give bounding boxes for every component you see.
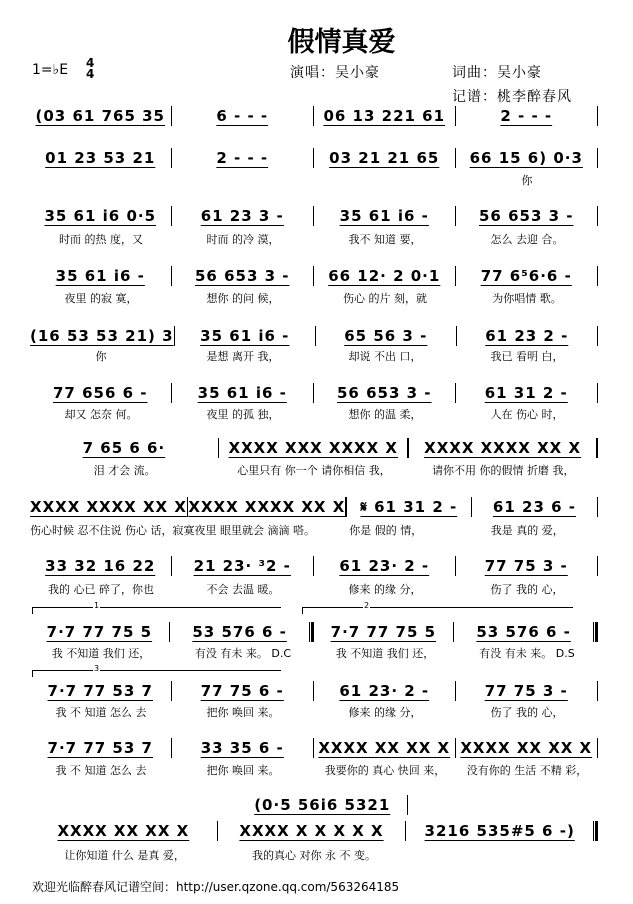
volta-1 [32,601,281,614]
lyric: 伤心时候 忍不住说 伤心 话， [30,524,173,537]
lyric: 却说 不出 口， [348,350,422,363]
lyric: 想你 的温 柔， [348,408,422,421]
notation-row [30,622,598,642]
measure: 𝄋 61 31 2 - [360,498,458,516]
measure: 6 - - - [216,107,269,125]
barline [597,106,599,126]
measure: XXXX XXXX XX X [424,439,582,457]
key-signature: 1=♭E [32,62,69,78]
notation-row [30,438,598,458]
measure: 3216 535#5 6 -) [424,822,575,840]
lyric: 我是 真的 爱， [490,524,564,537]
lyrics-row [30,348,598,364]
measure: XXXX XX XX X [318,739,451,757]
notation-row [30,148,598,168]
lyric: 你 [521,174,533,187]
lyric [314,172,456,188]
measure: 61 23 3 - [200,207,284,225]
lyric: 时而 的冷 漠， [206,233,280,246]
lyric: 我 不知道 我们 还， [51,647,151,660]
lyric: 心里只有 你一个 请你相信 我， [237,464,391,477]
lyrics-row [30,581,598,597]
measure: 2 - - - [500,107,553,125]
barline [597,738,599,758]
notation-row [30,556,598,576]
notation-row [30,383,598,403]
lyric: 我 不 知道 怎么 去 [55,764,147,777]
measure: 66 15 6) 0·3 [469,149,583,167]
measure: 01 23 53 21 [45,149,156,167]
measure: (03 61 765 35 [35,107,165,125]
lyric: 伤了 我的 心， [490,706,564,719]
volta-label: 2 [364,601,370,610]
measure: 35 61 i6 - [55,267,145,285]
singer-credit: 演唱：吴小豪 [290,65,380,81]
lyrics-row [30,406,598,422]
lyric: 想你 的问 候， [206,292,280,305]
lyric: 我的 心已 碎了，你也 [48,583,154,596]
volta-label: 3 [94,664,100,673]
measure: 7 65 6 6· [82,439,166,457]
lyric: 夜里 的寂 寞， [64,292,138,305]
measure: 77 75 3 - [484,557,568,575]
measure: 66 12· 2 0·1 [328,267,441,285]
barline [597,206,599,226]
lyric: 寂寞夜里 眼里就会 滴滴 嗒。 [172,524,315,537]
barline [597,497,599,517]
lyric [409,847,598,863]
measure: 77 656 6 - [52,384,148,402]
barline [597,681,599,701]
measure: 7·7 77 75 5 [46,623,153,641]
lyrics-row [30,645,598,661]
lyric: 我的真心 对你 永 不 变。 [251,849,376,862]
lyric: 人在 伤心 时， [490,408,564,421]
notation-row [30,326,598,346]
lyric: 让你知道 什么 是真 爱， [64,849,185,862]
footer-text: 欢迎光临醉春风记谱空间：http://user.qzone.qq.com/563264185 [32,880,400,894]
measure: 2 - - - [216,149,269,167]
notation-row [30,206,598,226]
measure: 35 61 i6 0·5 [44,207,157,225]
composer-credit: 词曲：吴小豪 [452,65,542,81]
measure: 65 56 3 - [344,327,428,345]
lyric: 修来 的缘 分， [348,583,422,596]
measure: 03 21 21 65 [329,149,440,167]
lyric: 夜里 的孤 独， [206,408,280,421]
lyric: 为你唱情 歌。 [492,292,562,305]
measure: 61 23 6 - [492,498,576,516]
time-sig-top: 4 [86,56,95,70]
transcriber-credit: 记谱：桃李醉春风 [452,89,572,105]
lyric: 我不 知道 要， [348,233,422,246]
lyrics-row [30,290,598,306]
measure: XXXX XX XX X [57,822,190,840]
measure: 53 576 6 - [476,623,571,641]
lyric: 却又 怎奈 何。 [64,408,138,421]
barline [597,556,599,576]
barline [593,821,598,841]
lyric: 我要你的 真心 快回 来， [324,764,446,777]
measure: 56 653 3 - [478,207,574,225]
barline [597,326,599,346]
notation-row [30,266,598,286]
lyric: 修来 的缘 分， [348,706,422,719]
lyric: 我 不 知道 怎么 去 [55,706,147,719]
lyric: 是想 离开 我， [206,350,280,363]
interlude-row [238,795,408,815]
measure: 21 23· ³2 - [193,557,291,575]
lyric: 我 不知道 我们 还， [335,647,435,660]
measure: 35 61 i6 - [200,327,290,345]
lyric: 泪 才会 流。 [93,464,156,477]
lyric [172,172,314,188]
volta-label: 1 [94,601,100,610]
measure: 33 35 6 - [200,739,284,757]
lyric: 你是 假的 情， [349,524,423,537]
measure: 33 32 16 22 [45,557,156,575]
lyric: 有没 有未 来。 D.C [194,647,292,660]
measure: 77 6⁵6·6 - [480,267,572,285]
lyrics-row [30,231,598,247]
measure: 53 576 6 - [192,623,287,641]
lyrics-row [30,762,598,778]
lyric: 我已 看明 白， [490,350,564,363]
barline [597,266,599,286]
barline [597,383,599,403]
measure: XXXX XXXX XX X [188,498,346,516]
lyric: 你 [95,350,107,363]
lyric: 怎么 去迎 合。 [490,233,564,246]
measure: 77 75 3 - [484,682,568,700]
measure: 56 653 3 - [336,384,432,402]
interlude-notes: (0·5 56i6 5321 [254,796,391,814]
notation-row [30,821,598,841]
notation-row [30,738,598,758]
measure: 7·7 77 53 7 [47,682,153,700]
notation-row [30,497,598,517]
barline [407,795,409,815]
barline [597,148,599,168]
lyric: 伤了 我的 心， [490,583,564,596]
volta-3 [32,664,281,677]
barline [593,622,598,642]
measure: 61 23· 2 - [339,557,430,575]
lyric: 伤心 的片 刻，就 [343,292,427,305]
measure: XXXX XXXX XX X [30,498,187,516]
lyric: 把你 唤回 来。 [206,764,280,777]
lyric: 有没 有未 来。 D.S [479,647,575,660]
measure: 61 23· 2 - [339,682,430,700]
measure: 61 23 2 - [485,327,569,345]
measure: 77 75 6 - [200,682,284,700]
lyrics-row [30,522,598,538]
measure: 7·7 77 53 7 [47,739,153,757]
measure: (16 53 53 21) 3 [30,327,174,345]
notation-row [30,681,598,701]
lyric: 时而 的热 度，又 [59,233,143,246]
measure: 7·7 77 75 5 [330,623,437,641]
measure: 06 13 221 61 [323,107,446,125]
lyric: 没有你的 生活 不精 彩， [466,764,588,777]
lyrics-row [30,172,598,188]
lyric: 把你 唤回 来。 [206,706,280,719]
lyric: 请你不用 你的假情 折磨 我， [432,464,575,477]
lyric: 不会 去温 暖。 [206,583,280,596]
time-signature [86,58,94,80]
measure: XXXX XX XX X [460,739,593,757]
barline [596,438,598,458]
lyrics-row [30,704,598,720]
measure: 35 61 i6 - [339,207,429,225]
volta-2 [302,601,573,614]
lyrics-row [30,847,598,863]
lyric [30,172,172,188]
song-title: 假情真爱 [287,27,396,58]
measure: 35 61 i6 - [197,384,287,402]
lyrics-row [30,462,598,478]
notation-row [30,106,598,126]
measure: 56 653 3 - [194,267,290,285]
measure: XXXX XXX XXXX X [228,439,398,457]
measure: XXXX X X X X X [239,822,384,840]
time-sig-bottom: 4 [86,67,95,81]
measure: 61 31 2 - [484,384,568,402]
